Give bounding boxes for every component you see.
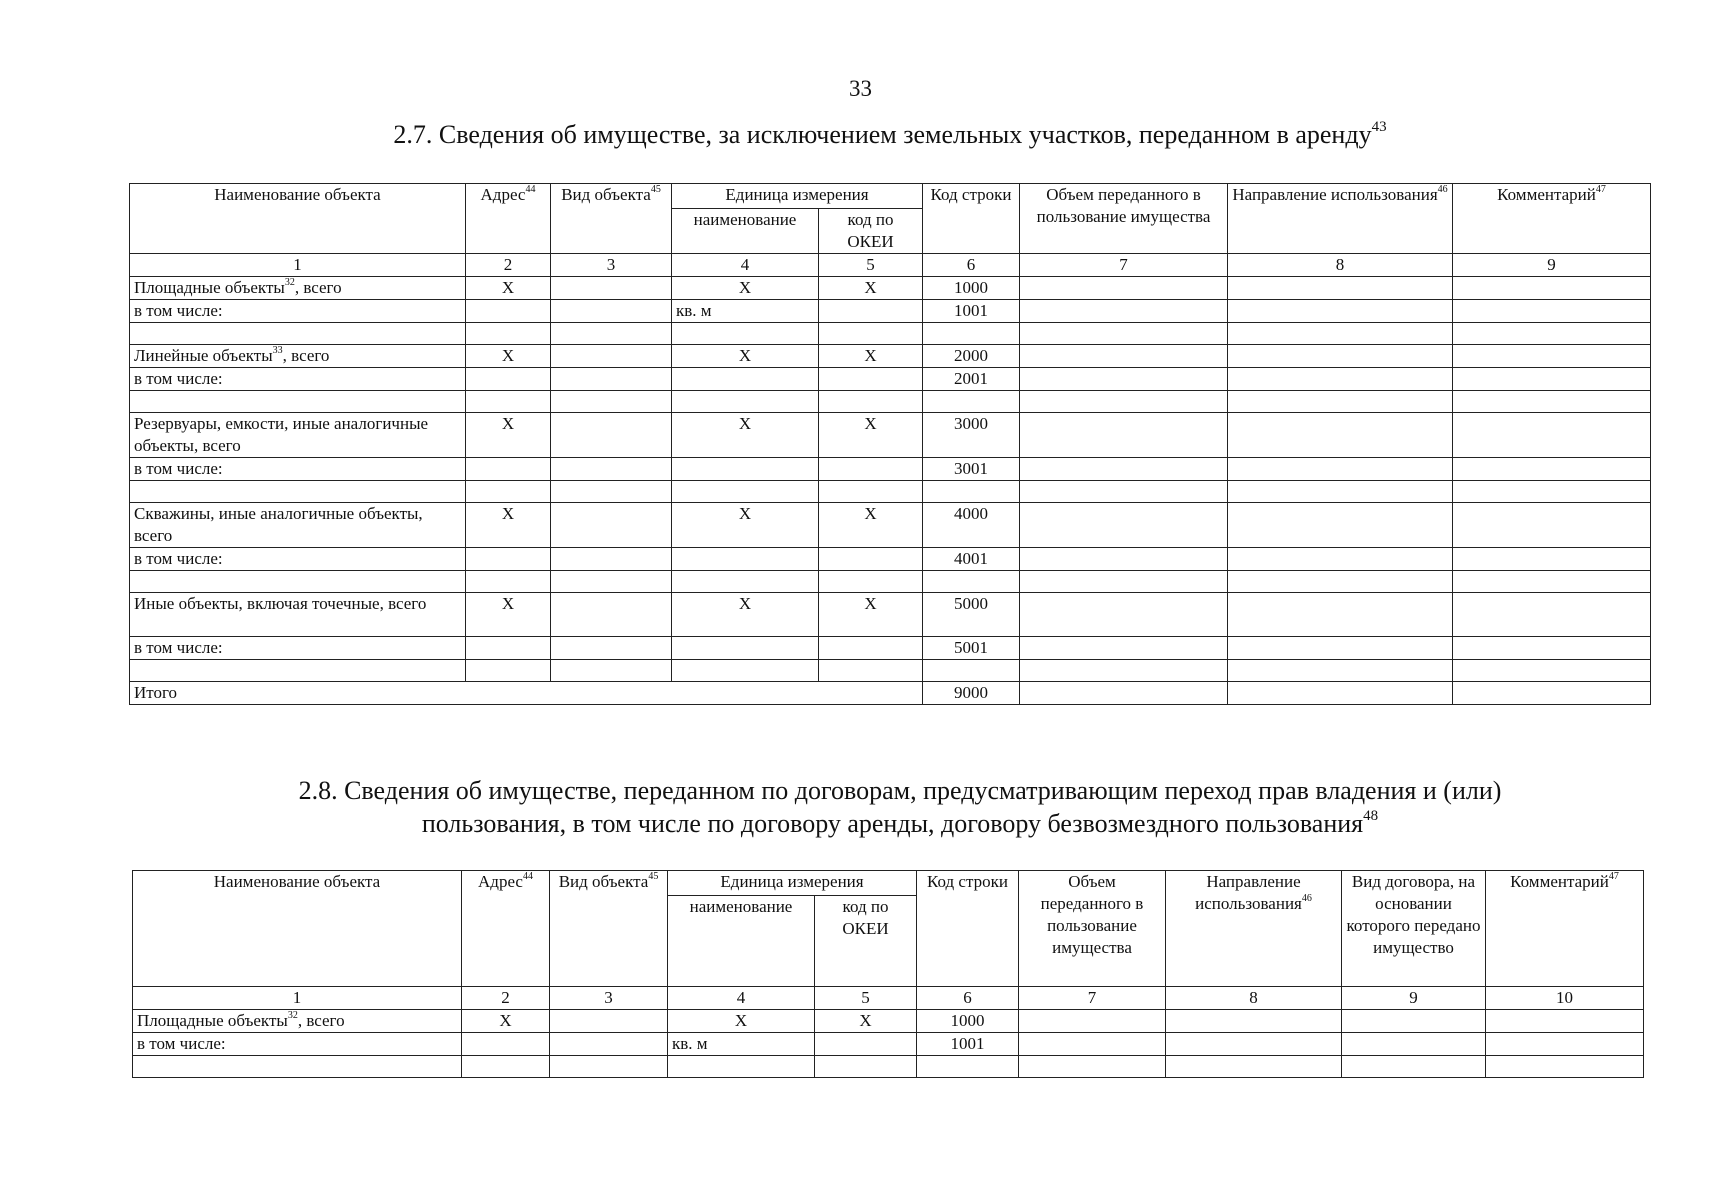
table-row — [130, 481, 1651, 503]
header-direction-text: Направление использования — [1232, 185, 1438, 204]
header-comment-note: 47 — [1608, 871, 1619, 882]
row-empty-cell — [1228, 368, 1453, 391]
row-unit-code — [815, 1056, 917, 1078]
row-code: 3001 — [923, 458, 1020, 481]
header-unit-code: код по ОКЕИ — [815, 896, 917, 987]
column-number: 6 — [917, 987, 1019, 1010]
column-number: 7 — [1019, 987, 1166, 1010]
row-empty-cell — [1228, 458, 1453, 481]
header-unit-code: код по ОКЕИ — [819, 209, 923, 254]
row-unit-code: Х — [819, 345, 923, 368]
row-code: 2001 — [923, 368, 1020, 391]
row-empty-cell — [1486, 1033, 1644, 1056]
row-empty-cell — [1453, 481, 1651, 503]
row-unit-name — [672, 368, 819, 391]
row-empty-cell — [1228, 413, 1453, 458]
row-empty-cell — [1453, 300, 1651, 323]
table-row — [130, 345, 1651, 368]
column-number: 1 — [130, 254, 466, 277]
table-row — [130, 458, 1651, 481]
row-kind — [551, 323, 672, 345]
row-name-note: 32 — [287, 1010, 298, 1021]
row-empty-cell — [1020, 345, 1228, 368]
row-empty-cell — [1228, 660, 1453, 682]
row-address: Х — [466, 503, 551, 548]
row-unit-code — [815, 1033, 917, 1056]
row-address: Х — [466, 345, 551, 368]
row-empty-cell — [1020, 458, 1228, 481]
header-address-note: 44 — [522, 871, 533, 882]
header-row-code: Код строки — [923, 184, 1020, 254]
row-empty-cell — [1342, 1056, 1486, 1078]
row-unit-code: Х — [819, 503, 923, 548]
header-kind-text: Вид объекта — [561, 185, 651, 204]
row-address — [466, 300, 551, 323]
row-kind — [551, 660, 672, 682]
row-name: Иные объекты, включая точечные, всего — [134, 594, 427, 613]
table-2-8 — [132, 870, 1644, 1078]
row-name: в том числе: — [134, 369, 223, 388]
section-2-7-footnote-ref: 43 — [1371, 119, 1387, 135]
row-unit-code: Х — [819, 593, 923, 637]
row-name: в том числе: — [134, 638, 223, 657]
row-kind — [550, 1033, 668, 1056]
row-empty-cell — [1453, 391, 1651, 413]
row-unit-name: Х — [672, 503, 819, 548]
row-empty-cell — [1228, 481, 1453, 503]
row-name-cell — [130, 593, 466, 637]
row-empty-cell — [1228, 277, 1453, 300]
row-name: в том числе: — [134, 459, 223, 478]
row-code: 5001 — [923, 637, 1020, 660]
row-unit-code — [819, 300, 923, 323]
column-number: 3 — [551, 254, 672, 277]
header-direction-text: Направление использования — [1195, 872, 1302, 913]
row-code: 4001 — [923, 548, 1020, 571]
page-number: 33 — [849, 76, 872, 101]
row-unit-name — [672, 391, 819, 413]
row-unit-code: Х — [819, 277, 923, 300]
row-name: Скважины, иные аналогичные объекты, всего — [134, 504, 423, 545]
row-name-cell — [130, 368, 466, 391]
row-address — [466, 637, 551, 660]
section-2-8-title-line-1: 2.8. Сведения об имуществе, переданном по договорам, предусматривающим переход прав владения и (или) — [298, 776, 1502, 805]
row-empty-cell — [1020, 682, 1228, 705]
row-address — [466, 548, 551, 571]
row-kind — [551, 345, 672, 368]
row-unit-code: Х — [819, 413, 923, 458]
section-2-7-title — [0, 118, 1721, 151]
header-comment — [1486, 871, 1644, 987]
row-address: Х — [466, 277, 551, 300]
row-empty-cell — [1228, 391, 1453, 413]
row-empty-cell — [1020, 300, 1228, 323]
row-unit-code — [819, 368, 923, 391]
row-name: в том числе: — [134, 549, 223, 568]
row-unit-code — [819, 481, 923, 503]
section-2-8-title-line-2 — [0, 807, 1721, 840]
row-address — [466, 458, 551, 481]
row-empty-cell — [1453, 413, 1651, 458]
row-address — [466, 323, 551, 345]
header-unit-group: Единица измерения — [672, 184, 923, 209]
row-code — [917, 1056, 1019, 1078]
header-direction — [1228, 184, 1453, 254]
table-row — [133, 1033, 1644, 1056]
column-number: 1 — [133, 987, 462, 1010]
row-empty-cell — [1453, 548, 1651, 571]
row-name-cell — [130, 277, 466, 300]
row-name: Площадные объекты — [137, 1011, 288, 1030]
table-row — [130, 503, 1651, 548]
header-address — [466, 184, 551, 254]
row-name-tail: , всего — [282, 346, 330, 365]
row-address — [466, 368, 551, 391]
table-row — [133, 1056, 1644, 1078]
row-unit-code — [819, 571, 923, 593]
row-unit-name: Х — [668, 1010, 815, 1033]
row-kind — [551, 481, 672, 503]
row-empty-cell — [1228, 323, 1453, 345]
header-direction-note: 46 — [1437, 184, 1448, 195]
row-empty-cell — [1019, 1033, 1166, 1056]
row-unit-name: Х — [672, 345, 819, 368]
row-name: Резервуары, емкости, иные аналогичные объекты, всего — [134, 414, 429, 455]
row-code — [923, 571, 1020, 593]
row-kind — [551, 391, 672, 413]
header-volume: Объем переданного в пользование имущества — [1019, 871, 1166, 987]
header-kind-note: 45 — [648, 871, 659, 882]
row-address — [462, 1033, 550, 1056]
total-code: 9000 — [923, 682, 1020, 705]
row-empty-cell — [1228, 548, 1453, 571]
row-empty-cell — [1166, 1056, 1342, 1078]
header-unit-name: наименование — [672, 209, 819, 254]
row-empty-cell — [1453, 368, 1651, 391]
row-kind — [551, 637, 672, 660]
header-address-note: 44 — [525, 184, 536, 195]
row-code: 1001 — [923, 300, 1020, 323]
row-empty-cell — [1453, 345, 1651, 368]
header-unit-group: Единица измерения — [668, 871, 917, 896]
header-kind-note: 45 — [650, 184, 661, 195]
table-row — [130, 660, 1651, 682]
row-unit-code — [819, 660, 923, 682]
row-name-cell — [130, 323, 466, 345]
row-code — [923, 481, 1020, 503]
row-unit-code — [819, 391, 923, 413]
row-empty-cell — [1228, 682, 1453, 705]
column-number: 2 — [462, 987, 550, 1010]
header-name: Наименование объекта — [130, 184, 466, 254]
row-empty-cell — [1020, 391, 1228, 413]
header-kind — [550, 871, 668, 987]
row-address — [466, 481, 551, 503]
row-unit-code: Х — [815, 1010, 917, 1033]
row-name-cell — [130, 481, 466, 503]
row-empty-cell — [1342, 1033, 1486, 1056]
header-direction-note: 46 — [1301, 893, 1312, 904]
row-unit-name — [672, 458, 819, 481]
header-kind — [551, 184, 672, 254]
row-address: Х — [466, 593, 551, 637]
total-label: Итого — [130, 682, 923, 705]
row-empty-cell — [1453, 277, 1651, 300]
row-kind — [551, 368, 672, 391]
table-row — [130, 277, 1651, 300]
row-code: 5000 — [923, 593, 1020, 637]
row-empty-cell — [1453, 660, 1651, 682]
row-empty-cell — [1228, 300, 1453, 323]
section-2-8-footnote-ref: 48 — [1363, 808, 1379, 824]
row-empty-cell — [1166, 1033, 1342, 1056]
row-kind — [551, 277, 672, 300]
header-direction — [1166, 871, 1342, 987]
row-empty-cell — [1453, 323, 1651, 345]
column-number: 9 — [1453, 254, 1651, 277]
row-name-cell — [130, 391, 466, 413]
row-unit-name — [672, 323, 819, 345]
row-unit-name: Х — [672, 277, 819, 300]
row-kind — [551, 548, 672, 571]
table-row — [130, 368, 1651, 391]
row-empty-cell — [1453, 682, 1651, 705]
row-name-cell — [130, 458, 466, 481]
row-empty-cell — [1020, 368, 1228, 391]
column-number: 9 — [1342, 987, 1486, 1010]
row-kind — [551, 593, 672, 637]
row-kind — [550, 1056, 668, 1078]
row-name-cell — [133, 1010, 462, 1033]
row-code: 2000 — [923, 345, 1020, 368]
column-number: 10 — [1486, 987, 1644, 1010]
row-code: 1001 — [917, 1033, 1019, 1056]
row-name-cell — [130, 660, 466, 682]
header-comment-text: Комментарий — [1510, 872, 1609, 891]
row-unit-code — [819, 548, 923, 571]
row-empty-cell — [1020, 503, 1228, 548]
header-address-text: Адрес — [480, 185, 526, 204]
row-address: Х — [466, 413, 551, 458]
row-name-cell — [130, 345, 466, 368]
column-number: 8 — [1166, 987, 1342, 1010]
row-code: 3000 — [923, 413, 1020, 458]
row-empty-cell — [1020, 413, 1228, 458]
row-name: Площадные объекты — [134, 278, 285, 297]
header-address — [462, 871, 550, 987]
row-empty-cell — [1019, 1056, 1166, 1078]
row-code: 1000 — [923, 277, 1020, 300]
row-kind — [551, 300, 672, 323]
row-name-note: 32 — [284, 277, 295, 288]
row-name-cell — [130, 503, 466, 548]
row-empty-cell — [1020, 323, 1228, 345]
row-empty-cell — [1228, 571, 1453, 593]
row-empty-cell — [1486, 1056, 1644, 1078]
row-unit-code — [819, 458, 923, 481]
table-row — [130, 413, 1651, 458]
row-name-note: 33 — [272, 345, 283, 356]
section-2-7-title-text: 2.7. Сведения об имуществе, за исключением земельных участков, переданном в аренду — [393, 120, 1372, 149]
header-kind-text: Вид объекта — [558, 872, 649, 891]
column-number: 6 — [923, 254, 1020, 277]
row-address — [462, 1056, 550, 1078]
row-empty-cell — [1453, 503, 1651, 548]
row-address: Х — [462, 1010, 550, 1033]
column-number: 2 — [466, 254, 551, 277]
header-comment-text: Комментарий — [1497, 185, 1596, 204]
table-row — [130, 571, 1651, 593]
row-unit-code — [819, 323, 923, 345]
header-comment-note: 47 — [1595, 184, 1606, 195]
row-unit-name — [672, 548, 819, 571]
row-name-cell — [130, 300, 466, 323]
row-empty-cell — [1486, 1010, 1644, 1033]
table-row — [130, 391, 1651, 413]
row-empty-cell — [1020, 593, 1228, 637]
row-unit-name: Х — [672, 413, 819, 458]
row-unit-name: кв. м — [668, 1033, 815, 1056]
section-2-8-title-line-2-text: пользования, в том числе по договору аренды, договору безвозмездного пользования — [421, 809, 1364, 838]
row-empty-cell — [1453, 593, 1651, 637]
column-number-row — [130, 254, 1651, 277]
row-empty-cell — [1019, 1010, 1166, 1033]
row-empty-cell — [1342, 1010, 1486, 1033]
row-name-cell — [130, 548, 466, 571]
column-number: 5 — [815, 987, 917, 1010]
column-number: 7 — [1020, 254, 1228, 277]
row-name-cell — [130, 637, 466, 660]
row-empty-cell — [1228, 345, 1453, 368]
column-number: 4 — [672, 254, 819, 277]
column-number: 4 — [668, 987, 815, 1010]
row-kind — [550, 1010, 668, 1033]
row-unit-name — [668, 1056, 815, 1078]
row-unit-code — [819, 637, 923, 660]
row-empty-cell — [1453, 637, 1651, 660]
row-name: в том числе: — [134, 301, 223, 320]
header-address-text: Адрес — [478, 872, 523, 891]
row-empty-cell — [1020, 660, 1228, 682]
row-empty-cell — [1228, 503, 1453, 548]
header-name: Наименование объекта — [133, 871, 462, 987]
row-address — [466, 391, 551, 413]
column-number: 5 — [819, 254, 923, 277]
row-code: 1000 — [917, 1010, 1019, 1033]
row-name-tail: , всего — [294, 278, 342, 297]
header-row-code: Код строки — [917, 871, 1019, 987]
column-number: 3 — [550, 987, 668, 1010]
header-unit-name: наименование — [668, 896, 815, 987]
column-number: 8 — [1228, 254, 1453, 277]
row-kind — [551, 413, 672, 458]
row-unit-name — [672, 481, 819, 503]
row-unit-name: Х — [672, 593, 819, 637]
header-contract: Вид договора, на основании которого передано имущество — [1342, 871, 1486, 987]
row-unit-name — [672, 660, 819, 682]
row-empty-cell — [1020, 548, 1228, 571]
row-empty-cell — [1453, 458, 1651, 481]
row-empty-cell — [1020, 481, 1228, 503]
row-unit-name: кв. м — [672, 300, 819, 323]
row-unit-name — [672, 571, 819, 593]
table-row — [130, 637, 1651, 660]
row-name-cell — [130, 571, 466, 593]
header-volume: Объем переданного в пользование имущества — [1020, 184, 1228, 254]
row-name-cell — [130, 413, 466, 458]
row-empty-cell — [1020, 637, 1228, 660]
table-row — [133, 1010, 1644, 1033]
column-number-row — [133, 987, 1644, 1010]
row-name-cell — [133, 1033, 462, 1056]
table-2-7 — [129, 183, 1651, 705]
table-row — [130, 300, 1651, 323]
row-empty-cell — [1166, 1010, 1342, 1033]
section-2-8-title — [0, 774, 1721, 840]
row-empty-cell — [1453, 571, 1651, 593]
row-empty-cell — [1020, 277, 1228, 300]
row-unit-name — [672, 637, 819, 660]
row-address — [466, 660, 551, 682]
row-code — [923, 660, 1020, 682]
header-comment — [1453, 184, 1651, 254]
row-address — [466, 571, 551, 593]
row-name-cell — [133, 1056, 462, 1078]
total-row — [130, 682, 1651, 705]
row-code — [923, 391, 1020, 413]
row-empty-cell — [1020, 571, 1228, 593]
row-kind — [551, 571, 672, 593]
row-kind — [551, 458, 672, 481]
table-row — [130, 593, 1651, 637]
row-kind — [551, 503, 672, 548]
row-name: в том числе: — [137, 1034, 226, 1053]
row-code: 4000 — [923, 503, 1020, 548]
row-name: Линейные объекты — [134, 346, 273, 365]
row-code — [923, 323, 1020, 345]
table-row — [130, 548, 1651, 571]
table-row — [130, 323, 1651, 345]
row-empty-cell — [1228, 593, 1453, 637]
row-empty-cell — [1228, 637, 1453, 660]
row-name-tail: , всего — [297, 1011, 345, 1030]
